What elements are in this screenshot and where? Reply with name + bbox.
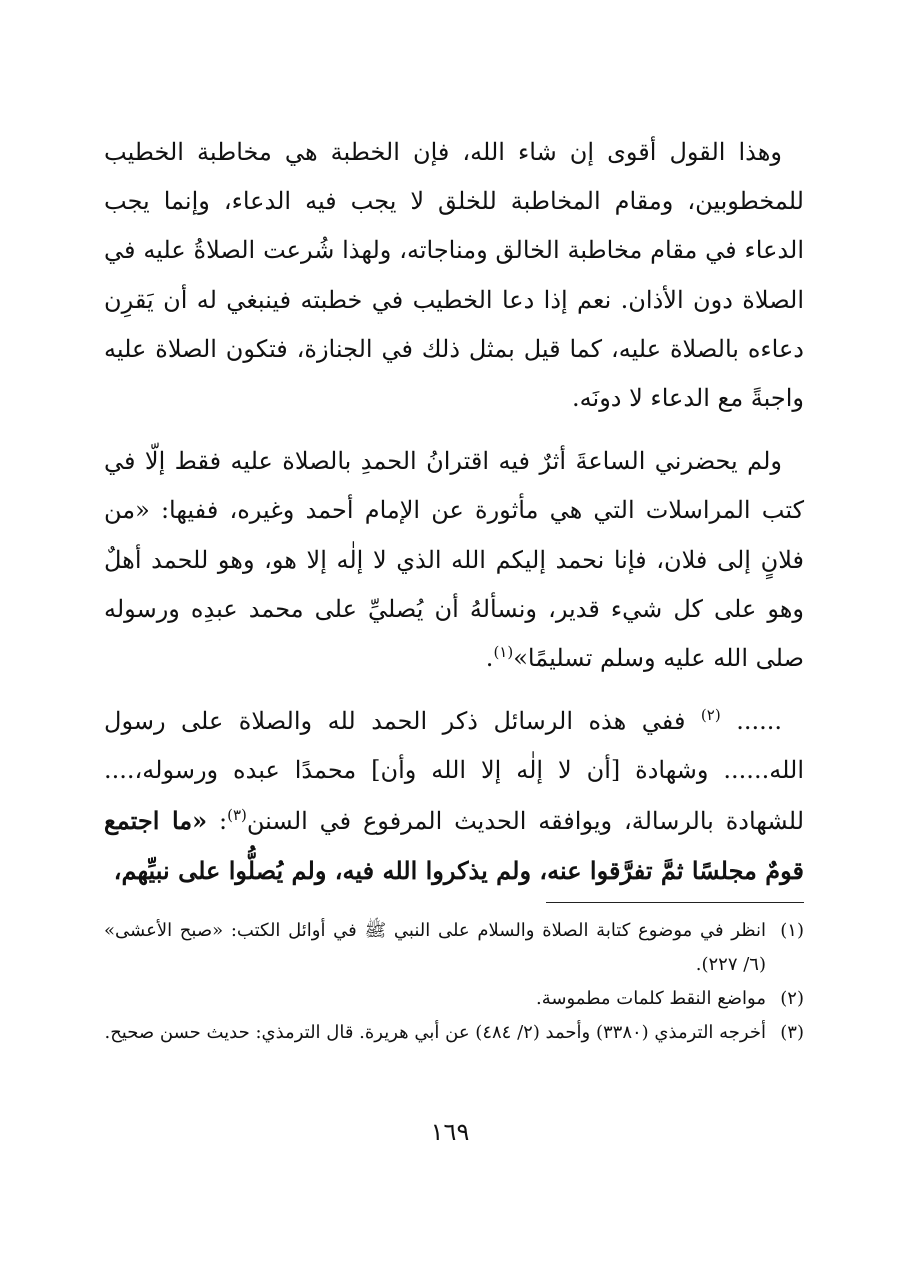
footnote-ref-2[interactable]: (٢)	[700, 706, 721, 725]
footnote-number: (٣)	[780, 1022, 804, 1043]
footnote-ref-3[interactable]: (٣)	[227, 805, 247, 824]
footnote-number: (٢)	[780, 988, 804, 1009]
footnote-text: انظر في موضوع كتابة الصلاة والسلام على النبي ﷺ في أوائل الكتب: «صبح الأعشى» (٦/ ٢٢٧).	[104, 920, 766, 975]
footnote-text: أخرجه الترمذي (٣٣٨٠) وأحمد (٢/ ٤٨٤) عن أبي هريرة. قال الترمذي: حديث حسن صحيح.	[104, 1022, 766, 1043]
main-text	[104, 128, 804, 910]
paragraph-2-end: .	[485, 644, 494, 673]
paragraph-1	[104, 128, 804, 423]
paragraph-3-ellipsis: ......	[736, 707, 782, 736]
footnote-2	[104, 982, 804, 1016]
hadith-quote: «ما اجتمع قومٌ مجلسًا ثمَّ تفرَّقوا عنه، ولم يذكروا الله فيه، ولم يُصلُّوا على نبيِّهم،	[104, 805, 804, 885]
paragraph-2	[104, 437, 804, 683]
paragraph-1-text: وهذا القول أقوى إن شاء الله، فإن الخطبة هي مخاطبة الخطيب للمخطوبين، ومقام المخاطبة للخلق لا يجب فيه الدعاء، وإنما يجب الدعاء في مقام مخاطبة الخالق ومناجاته، ولهذا شُرعت الصلاةُ عليه في الصلاة دون الأذان. نعم إذا دعا الخطيب في خطبته فينبغي له أن يَقرِن دعاءه بالصلاة عليه، كما قيل بمثل ذلك في الجنازة، فتكون الصلاة عليه واجبةً مع الدعاء لا دونَه.	[104, 138, 804, 413]
page-number: ١٦٩	[430, 1118, 470, 1146]
paragraph-2-text: ولم يحضرني الساعةَ أثرٌ فيه اقترانُ الحمدِ بالصلاة عليه فقط إلّا في كتب المراسلات التي هي مأثورة عن الإمام أحمد وغيره، ففيها: «من فلانٍ إلى فلان، فإنا نحمد إليكم الله الذي لا إلٰه إلا هو، وهو للحمد أهلٌ وهو على كل شيء قدير، ونسألهُ أن يُصليِّ على محمد عبدِه ورسوله صلى الله عليه وسلم تسليمًا»	[104, 447, 804, 673]
footnote-ref-1[interactable]: (١)	[493, 643, 514, 662]
footnote-3	[104, 1016, 804, 1050]
footnote-1	[104, 914, 804, 982]
footnotes	[104, 914, 804, 1050]
paragraph-3-colon: :	[207, 806, 228, 835]
footnote-number: (١)	[780, 920, 804, 941]
footnote-text: مواضع النقط كلمات مطموسة.	[535, 988, 766, 1009]
paragraph-3	[104, 697, 804, 896]
paragraph-3-text: ففي هذه الرسائل ذكر الحمد لله والصلاة على رسول الله...... وشهادة [أن لا إلٰه إلا الله وأن] محمدًا عبده ورسوله،.... للشهادة بالرسالة، ويوافقه الحديث المرفوع في السنن	[104, 707, 805, 835]
footnote-separator	[546, 902, 804, 903]
